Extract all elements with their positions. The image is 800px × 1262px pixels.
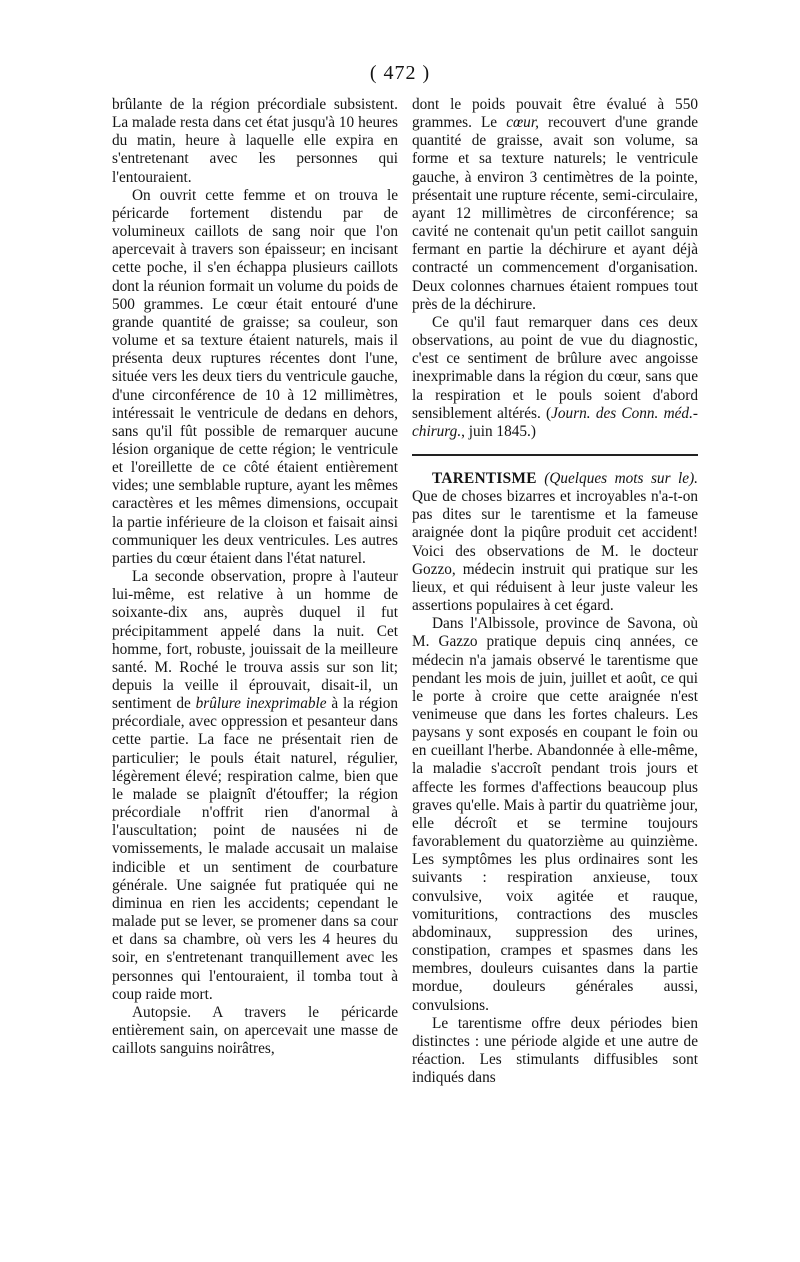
- emphasis-coeur: cœur,: [506, 114, 539, 132]
- section-divider: [412, 454, 698, 456]
- emphasis-brulure: brûlure inexprimable: [195, 695, 327, 713]
- page-number: ( 472 ): [369, 62, 431, 84]
- left-column: [112, 96, 398, 1058]
- paragraph-autopsy: Autopsie. A travers le péricarde entièrement sain, on apercevait une masse de caillots sanguins noirâtres,: [112, 1003, 398, 1058]
- diagnosis-text-b: , juin 1845.): [461, 422, 536, 440]
- second-observation-text-end: à la région précordiale, avec oppression et pesanteur dans cette partie. La face ne présentait rien de particulier; le pouls était naturel, régulier, légèrement élevé; respiration calme, bien que le malade se plaignît d'étouffer; la région précordiale n'offrit rien d'anormal à l'auscultation; point de nausées ni de vomissements, le malade accusait un malaise indicible et un sentiment de courbature générale. Une saignée fut pratiquée qui ne diminua en rien les accidents; cependant le malade put se lever, se promener dans sa cour et dans sa chambre, où vers les 4 heures du soir, en s'entretenant tranquillement avec les personnes qui l'entouraient, il tomba tout à coup raide mort.: [112, 695, 399, 1003]
- paragraph-tarentisme-intro: [412, 470, 698, 615]
- right-column: [412, 96, 698, 1087]
- paragraph-first-autopsy: On ouvrit cette femme et on trouva le péricarde fortement distendu par de volumineux caillots de sang noir que l'on apercevait à travers son épaisseur; en incisant cette poche, il s'en échappa plusieurs caillots dont la réunion formait un volume du poids de 500 grammes. Le cœur était entouré d'une grande quantité de graisse; sa couleur, son volume et sa texture étaient naturels, mais il présenta deux ruptures récentes dont l'une, située vers les deux tiers du ventricule gauche, d'une circonférence de 10 à 12 millimètres, intéressait le ventricule de dedans en dehors, sans qu'il fût possible de remarquer aucune lésion organique de cette région; le ventricule et l'oreillette de ce côté étaient entièrement vides; une semblable rupture, ayant les mêmes caractères et les mêmes dimensions, occupait la partie inférieure de la cloison et faisait ainsi communiquer les deux ventricules. Les autres parties du cœur étaient dans l'état naturel.: [112, 186, 398, 567]
- paragraph-two-periods: Le tarentisme offre deux périodes bien distinctes : une période algide et une autre de réaction. Les stimulants diffusibles sont indiqués dans: [412, 1014, 698, 1087]
- paragraph-diagnosis: [412, 314, 698, 441]
- citation-journal: Journ. des Conn. méd.-chirurg.: [412, 404, 698, 440]
- paragraph-heart-description: [412, 96, 698, 314]
- diagnosis-text-a: Ce qu'il faut remarquer dans ces deux observations, au point de vue du diagnostic, c'est ce sentiment de brûlure avec angoisse inexprimable dans la région du cœur, sans que la respiration et le pouls soient d'abord sensiblement altérés. (: [412, 313, 698, 422]
- section-heading-tarentisme: TARENTISME: [432, 469, 537, 487]
- heart-text-b: recouvert d'une grande quantité de graisse, avait son volume, sa forme et sa texture naturels; le ventricule gauche, à environ 3 centimètres de la pointe, présentait une rupture récente, semi-circulaire, ayant 12 millimètres de circonférence; sa cavité ne contenait qu'un petit caillot sanguin fermant en partie la déchirure et ayant déjà contracté un commencement d'organisation. Deux colonnes charnues étaient rompues tout près de la déchirure.: [412, 114, 699, 313]
- heart-text-a: dont le poids pouvait être évalué à 550 grammes. Le: [412, 96, 698, 132]
- second-observation-text: La seconde observation, propre à l'auteur lui-même, est relative à un homme de soixante-dix ans, auprès duquel il fut précipitamment appelé dans la nuit. Cet homme, fort, robuste, jouissait de la meilleure santé. M. Roché le trouva assis sur son lit; depuis la veille il éprouvait, disait-il, un sentiment de: [112, 568, 398, 713]
- tarentisme-intro-text: Que de choses bizarres et incroyables n'a-t-on pas dites sur le tarentisme et la fameuse araignée dont la piqûre produit cet accident! Voici des observations de M. le docteur Gozzo, médecin instruit qui pratique sur les lieux, et qui réduisent à leur juste valeur les assertions populaires à cet égard.: [412, 488, 698, 615]
- section-heading-subtitle: (Quelques mots sur le).: [544, 469, 698, 487]
- paragraph-second-observation: [112, 568, 398, 1004]
- paragraph-continuation: brûlante de la région précordiale subsistent. La malade resta dans cet état jusqu'à 10 heures du matin, heure à laquelle elle expira en s'entretenant avec les personnes qui l'entouraient.: [112, 96, 398, 186]
- paragraph-albissole: Dans l'Albissole, province de Savona, où M. Gazzo pratique depuis cinq années, ce médecin n'a jamais observé le tarentisme que pendant les mois de juin, juillet et août, ce qui le porte à croire que cette araignée n'est venimeuse que dans les fortes chaleurs. Les paysans y sont exposés en coupant le foin ou en cueillant l'herbe. Abandonnée à elle-même, la maladie s'accroît pendant trois jours et affecte les formes d'affections beaucoup plus graves qu'elle. Mais à partir du quatrième jour, elle décroît et se termine toujours favorablement du quatorzième au quinzième. Les symptômes les plus ordinaires sont les suivants : respiration anxieuse, toux convulsive, voix agitée et rauque, vomituritions, contractions des muscles abdominaux, suppression des urines, constipation, crampes et spasmes dans les membres, douleurs cuisantes dans la partie mordue, douleurs générales aussi, convulsions.: [412, 615, 698, 1014]
